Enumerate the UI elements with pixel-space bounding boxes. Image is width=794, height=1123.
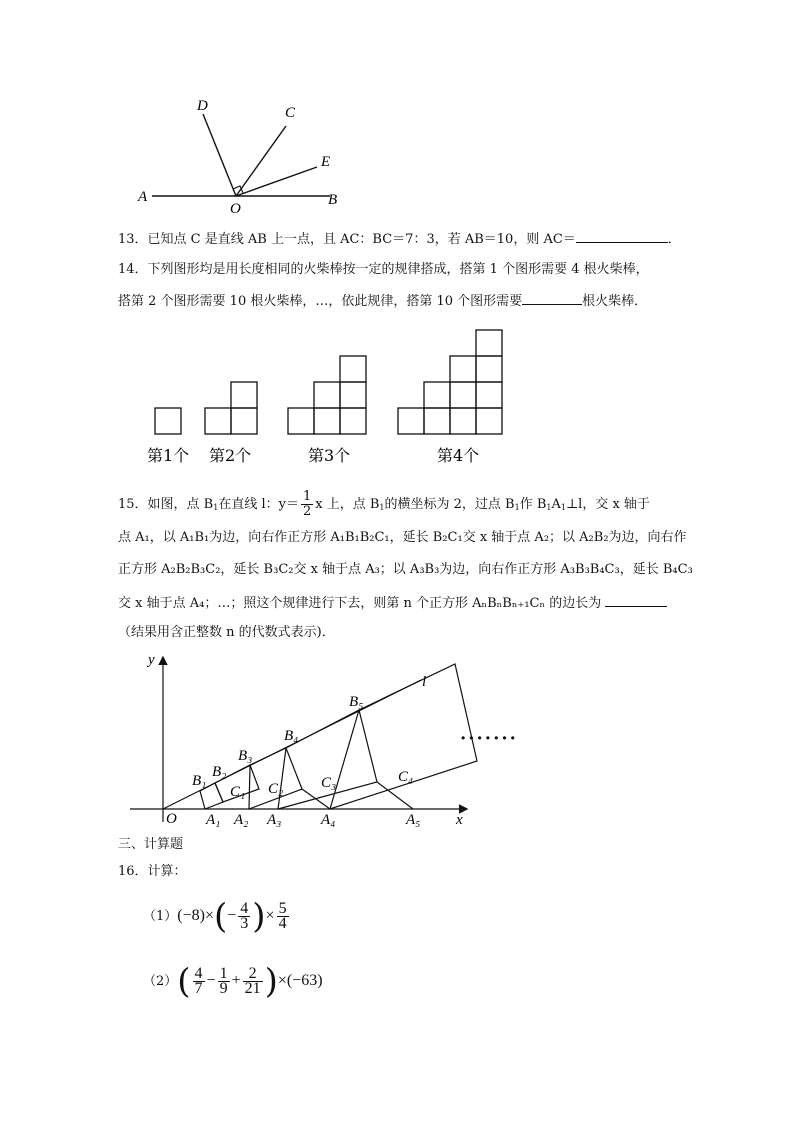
q16-part2: （2）( $\frac{4}{7}$ − $\frac{1}{9}$ + $\frac{2}{21}$ )×(−63) xyxy=(143,961,323,1002)
label-e: E xyxy=(321,154,331,170)
q16-title: 16．计算： xyxy=(118,864,187,879)
angle-figure xyxy=(130,92,360,222)
label-a4: A₄ xyxy=(321,812,336,828)
q15-slope-fraction: $\frac{1}{2}$ xyxy=(302,489,312,519)
q16-p2-tail: ×(−63) xyxy=(277,972,323,989)
label-b3: B₃ xyxy=(238,748,253,764)
fig1-square xyxy=(155,408,181,434)
fig4-squares xyxy=(398,330,502,434)
q13-answer-blank xyxy=(576,229,668,243)
label-c4: C₄ xyxy=(398,769,414,785)
label-a2: A₂ xyxy=(234,812,249,828)
label-a3: A₃ xyxy=(267,812,282,828)
q15-line4: 交 x 轴于点 A₄；…；照这个规律进行下去，则第 n 个正方形 AₙBₙBₙ₊₁Cₙ 的边长为 xyxy=(118,593,667,613)
label-b4: B₄ xyxy=(284,728,299,744)
q16-part1: （1）(−8)×(− $\frac{4}{3}$ )× $\frac{5}{4}$ xyxy=(143,896,287,937)
fig2-squares xyxy=(205,382,257,434)
label-a5: A₅ xyxy=(406,812,421,828)
q16-p1-fraction-1: $\frac{4}{3}$ xyxy=(240,900,249,932)
q16-p2-fraction-1: $\frac{4}{7}$ xyxy=(194,965,203,997)
q14-line2-post: 根火柴棒． xyxy=(582,294,648,309)
q14-answer-blank xyxy=(522,291,582,305)
label-b: B xyxy=(328,192,338,208)
q15-answer-blank xyxy=(605,593,667,607)
q13-end: ． xyxy=(667,232,681,247)
matchstick-figures xyxy=(140,325,520,470)
question-13 xyxy=(118,229,681,249)
label-c3: C₃ xyxy=(321,775,337,791)
label-c: C xyxy=(285,105,296,121)
q16-p2-fraction-3: $\frac{2}{21}$ xyxy=(244,965,261,997)
caption-fig1: 第1个 xyxy=(147,446,190,465)
line-l-label: l xyxy=(422,674,427,690)
q15-line3: 正方形 A₂B₂B₃C₂，延长 B₃C₂交 x 轴于点 A₃；以 A₃B₃为边，向右作正方形 A₃B₃B₄C₃，延长 B₄C₃ xyxy=(118,562,693,577)
label-a1: A₁ xyxy=(206,812,221,828)
q14-line2-pre: 搭第 2 个图形需要 10 根火柴棒，…，依此规律，搭第 10 个图形需要 xyxy=(118,294,523,309)
continuation-dots: ······· xyxy=(460,728,518,749)
fig3-squares xyxy=(288,356,366,434)
label-b2: B₂ xyxy=(212,764,227,780)
caption-fig3: 第3个 xyxy=(308,446,351,465)
y-axis-label: y xyxy=(148,652,155,668)
q14-line2 xyxy=(118,291,647,311)
q14-line1: 14．下列图形均是用长度相同的火柴棒按一定的规律搭成，搭第 1 个图形需要 4 根火柴棒， xyxy=(118,262,649,277)
q16-p1-first-factor: (−8)× xyxy=(177,907,214,924)
label-o: O xyxy=(230,201,241,217)
x-axis-label: x xyxy=(456,812,463,828)
ray-oe xyxy=(236,167,317,196)
label-b5: B₅ xyxy=(349,694,364,710)
ray-od xyxy=(203,114,236,196)
caption-fig4: 第4个 xyxy=(437,446,480,465)
origin-label: O xyxy=(166,811,177,827)
label-a: A xyxy=(138,189,148,205)
caption-fig2: 第2个 xyxy=(209,446,252,465)
label-d: D xyxy=(197,98,208,114)
q16-p1-fraction-2: $\frac{5}{4}$ xyxy=(278,900,287,932)
q13-text: 13．已知点 C 是直线 AB 上一点，且 AC：BC＝7：3，若 AB＝10，则 AC＝ xyxy=(118,232,576,247)
label-b1: B₁ xyxy=(192,773,207,789)
q16-p2-fraction-2: $\frac{1}{9}$ xyxy=(219,965,228,997)
q15-line1: 15．如图，点 $B_1$在直线 l：y＝ $\frac{1}{2}$ x 上，点 $B_1$的横坐标为 2，过点 $B_1$作 $B_1A_1\perp l$，交 x 轴于 xyxy=(118,489,650,519)
q15-line5: （结果用含正整数 n 的代数式表示)． xyxy=(118,625,335,640)
ray-oc xyxy=(236,126,286,196)
q15-line2: 点 A₁，以 A₁B₁为边，向右作正方形 A₁B₁B₂C₁，延长 B₂C₁交 x 轴于点 A₂；以 A₂B₂为边，向右作 xyxy=(118,530,687,545)
label-c2: C₂ xyxy=(268,781,284,797)
label-c1: C₁ xyxy=(230,784,246,800)
section-3-title: 三、计算题 xyxy=(118,837,184,852)
